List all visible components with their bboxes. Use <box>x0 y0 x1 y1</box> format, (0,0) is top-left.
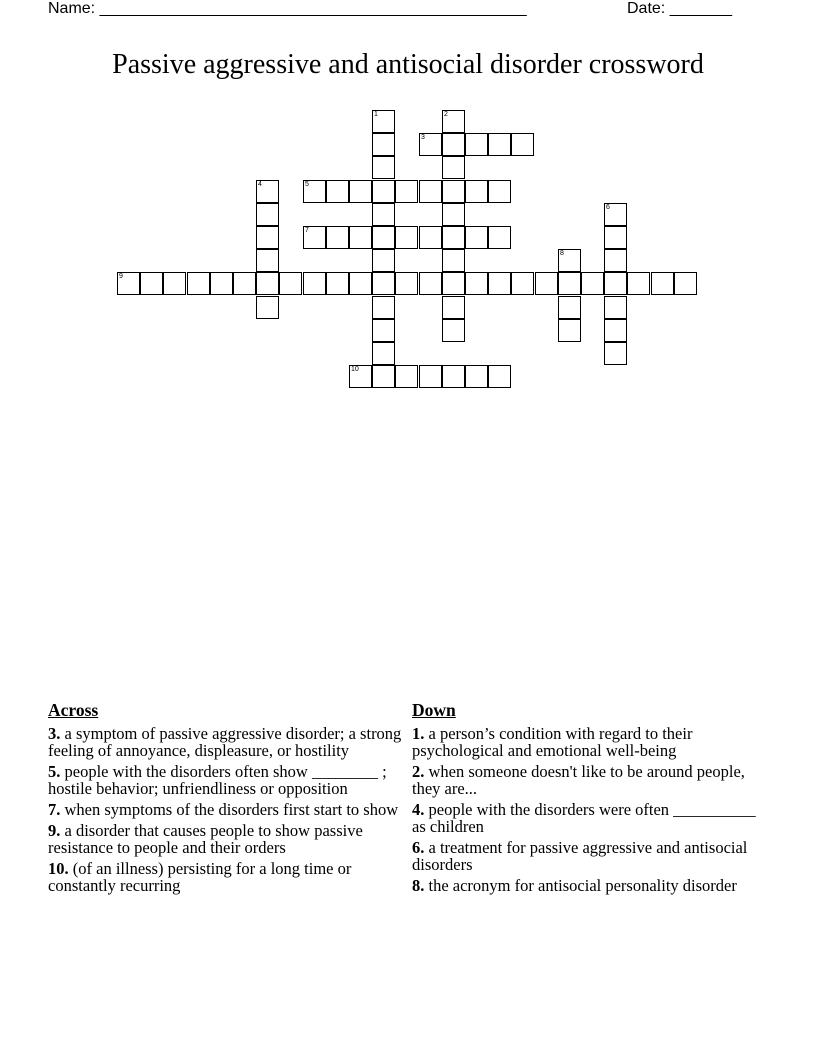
crossword-cell[interactable] <box>349 226 372 249</box>
crossword-cell[interactable] <box>604 203 627 226</box>
crossword-cell[interactable] <box>326 226 349 249</box>
crossword-cell[interactable] <box>256 226 279 249</box>
crossword-cell[interactable] <box>372 110 395 133</box>
crossword-cell[interactable] <box>372 180 395 203</box>
crossword-cell[interactable] <box>372 226 395 249</box>
crossword-cell[interactable] <box>604 249 627 272</box>
crossword-cell[interactable] <box>604 319 627 342</box>
across-clues-section <box>48 700 408 898</box>
cell-number: 3 <box>421 134 425 141</box>
clue-text: a disorder that causes people to show passive resistance to people and their orders <box>48 821 363 857</box>
page-title: Passive aggressive and antisocial disorder crossword <box>112 49 704 80</box>
down-clue <box>412 877 772 894</box>
cell-number: 10 <box>351 366 359 373</box>
crossword-cell[interactable] <box>465 272 488 295</box>
clue-text: a symptom of passive aggressive disorder; a strong feeling of annoyance, displeasure, or hostility <box>48 724 402 760</box>
clue-text: (of an illness) persisting for a long time or constantly recurring <box>48 859 352 895</box>
crossword-cell[interactable] <box>372 342 395 365</box>
crossword-cell[interactable] <box>442 319 465 342</box>
crossword-cell[interactable] <box>442 365 465 388</box>
crossword-cell[interactable] <box>326 272 349 295</box>
clue-number: 4. <box>412 800 425 819</box>
crossword-cell[interactable] <box>303 272 326 295</box>
down-clue <box>412 801 772 835</box>
crossword-cell[interactable] <box>442 203 465 226</box>
crossword-cell[interactable] <box>442 180 465 203</box>
cell-number: 8 <box>560 250 564 257</box>
cell-number: 6 <box>606 204 610 211</box>
down-heading: Down <box>412 700 456 720</box>
crossword-cell[interactable] <box>604 296 627 319</box>
down-clue <box>412 763 772 797</box>
crossword-cell[interactable] <box>465 365 488 388</box>
clue-number: 8. <box>412 876 425 895</box>
crossword-cell[interactable] <box>233 272 256 295</box>
crossword-cell[interactable] <box>488 272 511 295</box>
clue-number: 9. <box>48 821 61 840</box>
crossword-cell[interactable] <box>256 249 279 272</box>
cell-number: 9 <box>119 273 123 280</box>
crossword-cell[interactable] <box>442 226 465 249</box>
crossword-cell[interactable] <box>511 272 534 295</box>
cell-number: 4 <box>258 181 262 188</box>
clue-text: people with the disorders often show ________ ; hostile behavior; unfriendliness or opposition <box>48 762 387 798</box>
crossword-cell[interactable] <box>558 296 581 319</box>
clue-text: when someone doesn't like to be around people, they are... <box>412 762 745 798</box>
cell-number: 5 <box>305 181 309 188</box>
crossword-cell[interactable] <box>372 203 395 226</box>
crossword-cell[interactable] <box>372 249 395 272</box>
clue-text: the acronym for antisocial personality disorder <box>428 876 737 895</box>
across-clue <box>48 801 408 818</box>
crossword-cell[interactable] <box>395 272 418 295</box>
crossword-cell[interactable] <box>627 272 650 295</box>
across-clue <box>48 822 408 856</box>
clue-number: 2. <box>412 762 425 781</box>
crossword-cell[interactable] <box>465 133 488 156</box>
crossword-cell[interactable] <box>604 272 627 295</box>
crossword-cell[interactable] <box>488 365 511 388</box>
clue-number: 3. <box>48 724 61 743</box>
crossword-cell[interactable] <box>442 249 465 272</box>
crossword-cell[interactable] <box>442 110 465 133</box>
crossword-cell[interactable] <box>349 272 372 295</box>
crossword-cell[interactable] <box>395 226 418 249</box>
crossword-cell[interactable] <box>326 180 349 203</box>
crossword-cell[interactable] <box>674 272 697 295</box>
crossword-cell[interactable] <box>442 272 465 295</box>
crossword-cell[interactable] <box>558 319 581 342</box>
crossword-cell[interactable] <box>465 226 488 249</box>
crossword-cell[interactable] <box>395 365 418 388</box>
clue-text: when symptoms of the disorders first start to show <box>64 800 399 819</box>
crossword-cell[interactable] <box>535 272 558 295</box>
clue-number: 6. <box>412 838 425 857</box>
clue-text: a person’s condition with regard to their psychological and emotional well-being <box>412 724 693 760</box>
crossword-cell[interactable] <box>419 272 442 295</box>
down-clues-section <box>412 700 772 898</box>
across-clue <box>48 725 408 759</box>
cell-number: 2 <box>444 111 448 118</box>
crossword-cell[interactable] <box>558 272 581 295</box>
crossword-cell[interactable] <box>604 226 627 249</box>
crossword-cell[interactable] <box>279 272 302 295</box>
crossword-cell[interactable] <box>256 296 279 319</box>
crossword-cell[interactable] <box>419 226 442 249</box>
crossword-cell[interactable] <box>349 365 372 388</box>
crossword-cell[interactable] <box>140 272 163 295</box>
crossword-cell[interactable] <box>349 180 372 203</box>
crossword-cell[interactable] <box>372 365 395 388</box>
crossword-cell[interactable] <box>372 296 395 319</box>
crossword-cell[interactable] <box>303 226 326 249</box>
clue-number: 5. <box>48 762 61 781</box>
crossword-cell[interactable] <box>372 133 395 156</box>
clue-number: 10. <box>48 859 69 878</box>
clue-text: a treatment for passive aggressive and antisocial disorders <box>412 838 748 874</box>
crossword-cell[interactable] <box>187 272 210 295</box>
crossword-cell[interactable] <box>395 180 418 203</box>
across-clue <box>48 763 408 797</box>
down-clue <box>412 839 772 873</box>
crossword-cell[interactable] <box>256 180 279 203</box>
crossword-cell[interactable] <box>372 272 395 295</box>
crossword-cell[interactable] <box>419 365 442 388</box>
crossword-cell[interactable] <box>256 203 279 226</box>
crossword-cell[interactable] <box>419 133 442 156</box>
crossword-cell[interactable] <box>581 272 604 295</box>
crossword-cell[interactable] <box>651 272 674 295</box>
crossword-cell[interactable] <box>488 133 511 156</box>
crossword-cell[interactable] <box>604 342 627 365</box>
across-clue <box>48 860 408 894</box>
clue-number: 7. <box>48 800 61 819</box>
clue-text: people with the disorders were often __________ as children <box>412 800 756 836</box>
crossword-cell[interactable] <box>511 133 534 156</box>
cell-number: 1 <box>374 111 378 118</box>
crossword-cell[interactable] <box>372 156 395 179</box>
name-field-label: Name: ________________________________________________ <box>48 0 527 17</box>
cell-number: 7 <box>305 227 309 234</box>
crossword-cell[interactable] <box>465 180 488 203</box>
across-heading: Across <box>48 700 99 720</box>
crossword-cell[interactable] <box>419 180 442 203</box>
crossword-cell[interactable] <box>442 296 465 319</box>
crossword-cell[interactable] <box>117 272 140 295</box>
crossword-cell[interactable] <box>488 180 511 203</box>
down-clue <box>412 725 772 759</box>
crossword-cell[interactable] <box>256 272 279 295</box>
crossword-cell[interactable] <box>303 180 326 203</box>
crossword-cell[interactable] <box>488 226 511 249</box>
crossword-cell[interactable] <box>163 272 186 295</box>
crossword-cell[interactable] <box>442 133 465 156</box>
clue-number: 1. <box>412 724 425 743</box>
crossword-cell[interactable] <box>558 249 581 272</box>
crossword-cell[interactable] <box>442 156 465 179</box>
crossword-cell[interactable] <box>210 272 233 295</box>
crossword-cell[interactable] <box>372 319 395 342</box>
date-field-label: Date: _______ <box>627 0 732 17</box>
